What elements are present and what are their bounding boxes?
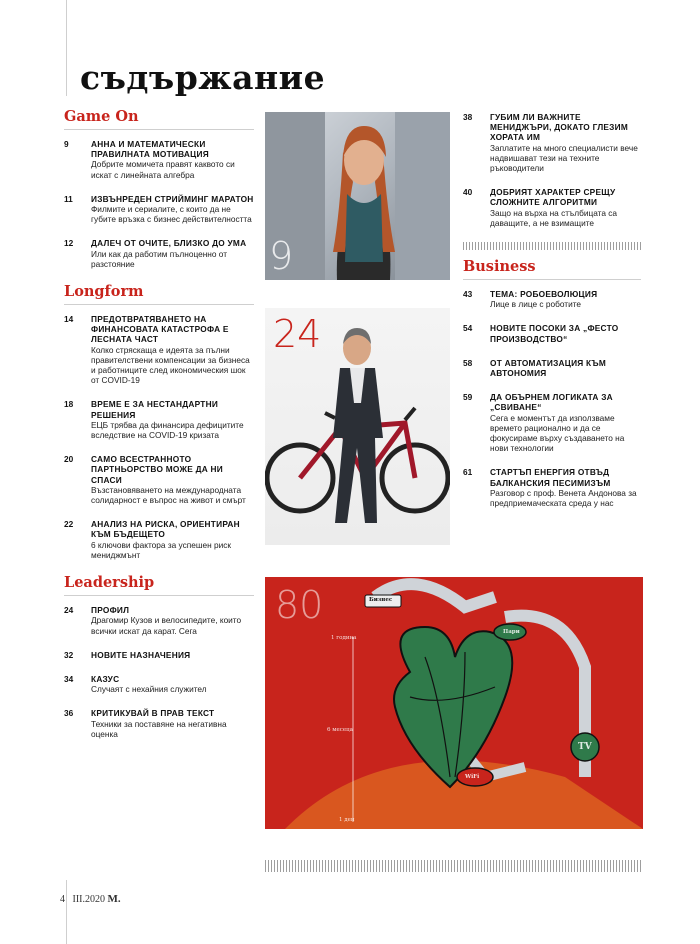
right-column [463,112,641,522]
footer-page-number: 4 [60,894,65,905]
toc-page-number: 40 [463,187,473,198]
toc-page-number: 22 [64,519,74,530]
footer [60,893,121,905]
toc-page-number: 12 [64,238,74,249]
toc-entry-description: Случаят с нехайния служител [91,684,207,695]
toc-page-number: 14 [64,314,74,325]
section-heading-longform: Longform [64,283,254,305]
toc-entry-title: ГУБИМ ЛИ ВАЖНИТЕ МЕНИДЖЪРИ, ДОКАТО ГЛЕЗИМ ХОРАТА ИМ [490,112,628,143]
toc-entry-title: ПРЕДОТВРАТЯВАНЕТО НА ФИНАНСОВАТА КАТАСТРОФА Е ЛЕСНАТА ЧАСТ [91,314,229,345]
toc-entry-description: Заплатите на много специалисти вече надвишават тези на техните ръководители [490,142,638,174]
photo-page-number: 80 [275,583,324,627]
toc-entry-description: Или как да работим пълноценно от разстояние [91,248,228,269]
toc-entry[interactable] [463,323,641,343]
toc-entry[interactable] [64,519,254,560]
toc-entry[interactable] [463,392,641,453]
toc-entry[interactable] [64,194,254,225]
footer-brand: M. [107,893,121,905]
toc-page-number: 54 [463,323,473,334]
toc-entry-title: НОВИТЕ ПОСОКИ ЗА „ФЕСТО ПРОИЗВОДСТВО“ [490,323,619,344]
toc-page-number: 34 [64,673,74,684]
toc-entry[interactable] [64,454,254,505]
toc-entry-description: Филмите и сериалите, с които да не губите връзка с бизнес действителността [91,204,252,225]
toc-entry-title: ИЗВЪНРЕДЕН СТРИЙМИНГ МАРАТОН [91,193,254,204]
photo-anna [265,112,450,280]
toc-page-number: 36 [64,708,74,719]
toc-entry-description: Драгомир Кузов и велосипедите, които всички искат да карат. Сега [91,615,242,636]
toc-page-number: 58 [463,357,473,368]
decorative-hatch-bottom [265,860,643,872]
toc-entry-title: ТЕМА: РОБОЕВОЛЮЦИЯ [490,289,598,300]
toc-entry-title: ПРОФИЛ [91,605,130,616]
toc-entry[interactable] [64,139,254,180]
decorative-hatch-top [463,242,641,250]
toc-entry-description: Лице в лице с роботите [490,299,582,310]
toc-entry-title: АНАЛИЗ НА РИСКА, ОРИЕНТИРАН КЪМ БЪДЕЩЕТО [91,519,240,540]
scale-label-year: 1 година [331,635,357,641]
toc-entry-description: Добрите момичета правят каквото си искат с линейната алгебра [91,159,235,180]
toc-page-number: 32 [64,649,74,660]
toc-entry-title: СТАРТЪП ЕНЕРГИЯ ОТВЪД БАЛКАНСКИЯ ПЕСИМИЗЪМ [490,467,611,488]
toc-page-number: 11 [64,193,73,204]
toc-entry-title: ДОБРИЯТ ХАРАКТЕР СРЕЩУ СЛОЖНИТЕ АЛГОРИТМИ [490,187,616,208]
toc-entry-description: 6 ключови фактора за успешен риск мениджмънт [91,539,232,560]
page-title: съдържание [80,58,326,97]
left-rule-top [66,0,67,96]
illustration-heart-pipes [265,577,643,829]
toc-page-number: 9 [64,139,69,149]
toc-entry-description: Техники за поставяне на негативна оценка [91,718,227,739]
toc-entry-description: ЕЦБ трябва да финансира дефицитите вследствие на COVID-19 кризата [91,419,244,441]
scale-label-months: 6 месеца [327,727,353,733]
toc-page-number: 18 [64,399,74,410]
toc-entry[interactable] [463,289,641,309]
toc-entry-description: Разговор с проф. Венета Андонова за предприемаческата среда у нас [490,487,637,509]
toc-entry-title: КРИТИКУВАЙ В ПРАВ ТЕКСТ [91,708,215,719]
left-column [64,108,254,753]
pipe-tag-money: Пари [503,629,520,635]
toc-entry-description: Възстановяването на международната солидарност е въпрос на живот и смърт [91,484,246,506]
toc-page-number: 61 [463,467,473,478]
toc-page-number: 59 [463,392,473,403]
toc-page-number: 24 [64,605,74,616]
toc-page-number: 43 [463,289,473,300]
toc-entry-description: Колко стряскаща е идеята за пълни правителствени компенсации за бизнеса и работниците след икономическия шок от COVID-19 [91,344,250,386]
toc-entry-title: НОВИТЕ НАЗНАЧЕНИЯ [91,649,191,660]
toc-entry[interactable] [64,399,254,440]
toc-page-number: 38 [463,112,473,122]
photo-dragomir-kuzov [265,308,450,545]
toc-entry[interactable] [463,467,641,508]
toc-entry-title: САМО ВСЕСТРАННОТО ПАРТНЬОРСТВО МОЖЕ ДА НИ СПАСИ [91,454,223,485]
section-heading-leadership: Leadership [64,574,254,596]
toc-entry[interactable] [463,358,641,378]
section-heading-game-on: Game On [64,108,254,130]
toc-entry[interactable] [64,314,254,385]
toc-entry-title: ВРЕМЕ Е ЗА НЕСТАНДАРТНИ РЕШЕНИЯ [91,399,219,420]
left-rule-bottom [66,880,67,944]
toc-entry[interactable] [463,112,641,173]
toc-entry[interactable] [64,708,254,739]
toc-entry-description: Защо на върха на стълбицата са даващите, а не взимащите [490,207,618,228]
toc-entry-description: Сега е моментът да използваме времето рационално и да се фокусираме върху създаването на нови технологии [490,412,625,454]
toc-entry[interactable] [64,674,254,694]
toc-entry-title: АННА И МАТЕМАТИЧЕСКИ ПРАВИЛНАТА МОТИВАЦИЯ [91,139,209,160]
toc-entry[interactable] [64,605,254,636]
pipe-tag-business: Бизнес [369,597,393,603]
footer-issue: III.2020 [72,894,105,905]
toc-entry-title: ОТ АВТОМАТИЗАЦИЯ КЪМ АВТОНОМИЯ [490,357,607,379]
toc-entry[interactable] [64,650,254,660]
pipe-tag-wifi: WiFi [465,774,480,780]
toc-entry-title: ДА ОБЪРНЕМ ЛОГИКАТА ЗА „СВИВАНЕ“ [490,392,613,413]
toc-page-number: 20 [64,454,74,465]
photo-page-number: 9 [269,234,294,278]
toc-entry-title: ДАЛЕЧ ОТ ОЧИТЕ, БЛИЗКО ДО УМА [91,238,247,249]
pipe-tag-tv: TV [578,742,592,752]
section-heading-business: Business [463,258,641,280]
photo-page-number: 24 [273,312,322,356]
toc-entry[interactable] [64,238,254,269]
scale-label-day: 1 ден [339,817,355,823]
toc-entry-title: КАЗУС [91,673,120,684]
toc-entry[interactable] [463,187,641,228]
